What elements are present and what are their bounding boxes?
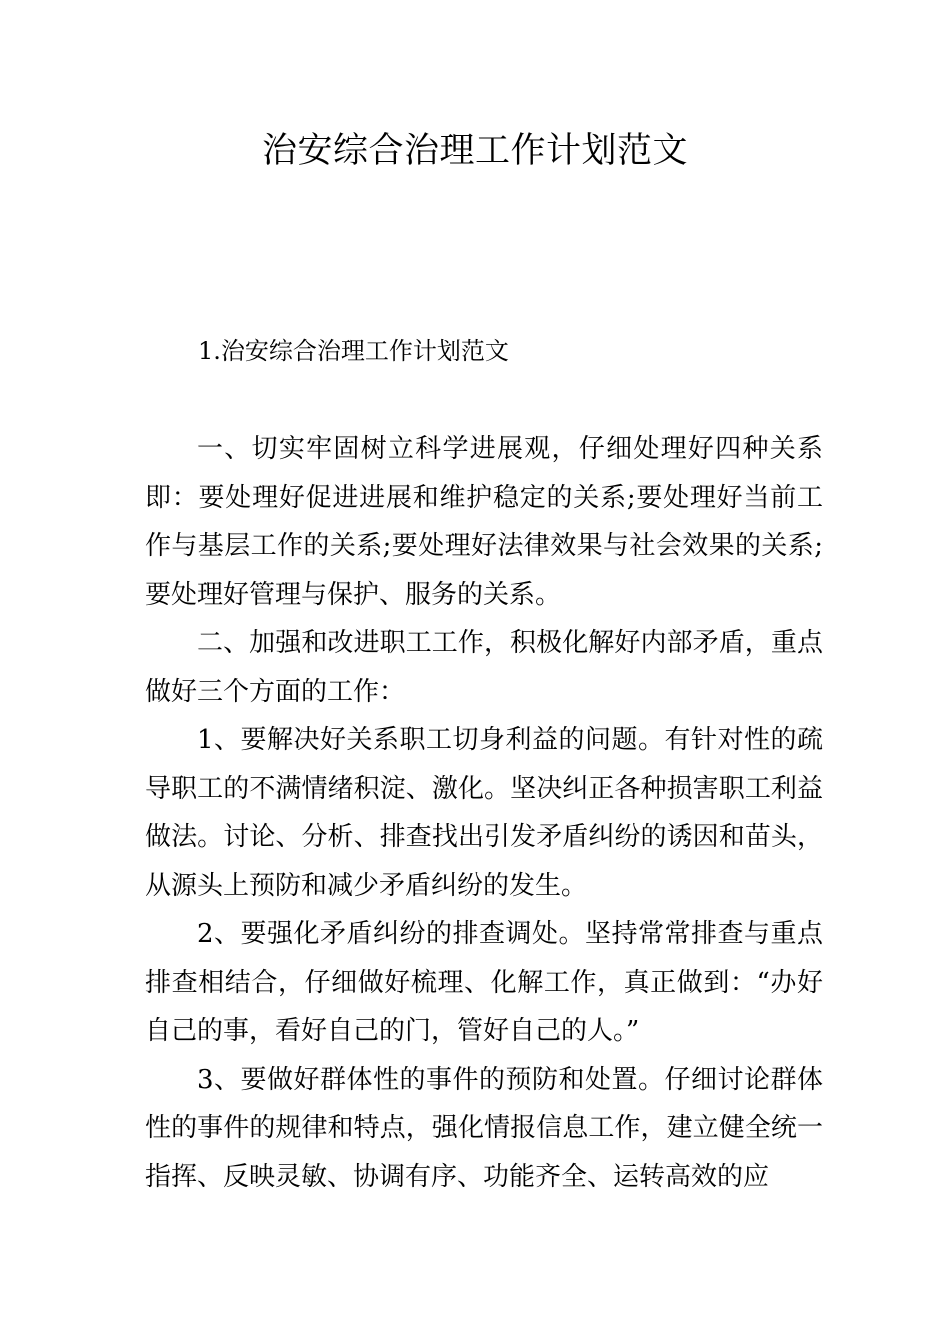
paragraph-item-2: 2、要强化矛盾纠纷的排查调处。坚持常常排查与重点排查相结合，仔细做好梳理、化解工作，真正做到：“办好自己的事，看好自己的门，管好自己的人。” xyxy=(145,919,823,1046)
paragraph-principles: 一、切实牢固树立科学进展观，仔细处理好四种关系即：要处理好促进进展和维护稳定的关系;要处理好当前工作与基层工作的关系;要处理好法律效果与社会效果的关系;要处理好管理与保护、服务的关系。 xyxy=(145,434,823,610)
paragraph-item-1: 1、要解决好关系职工切身利益的问题。有针对性的疏导职工的不满情绪积淀、激化。坚决纠正各种损害职工利益做法。讨论、分析、排查找出引发矛盾纠纷的诱因和苗头，从源头上预防和减少矛盾纠纷的发生。 xyxy=(145,725,823,901)
document-body xyxy=(145,425,823,1201)
paragraph-item-3: 3、要做好群体性的事件的预防和处置。仔细讨论群体性的事件的规律和特点，强化情报信息工作，建立健全统一指挥、反映灵敏、协调有序、功能齐全、运转高效的应 xyxy=(145,1064,823,1192)
paragraph-staff-work: 二、加强和改进职工工作，积极化解好内部矛盾，重点做好三个方面的工作： xyxy=(145,628,823,707)
section-heading: 1.治安综合治理工作计划范文 xyxy=(198,337,509,365)
document-title: 治安综合治理工作计划范文 xyxy=(261,131,688,171)
